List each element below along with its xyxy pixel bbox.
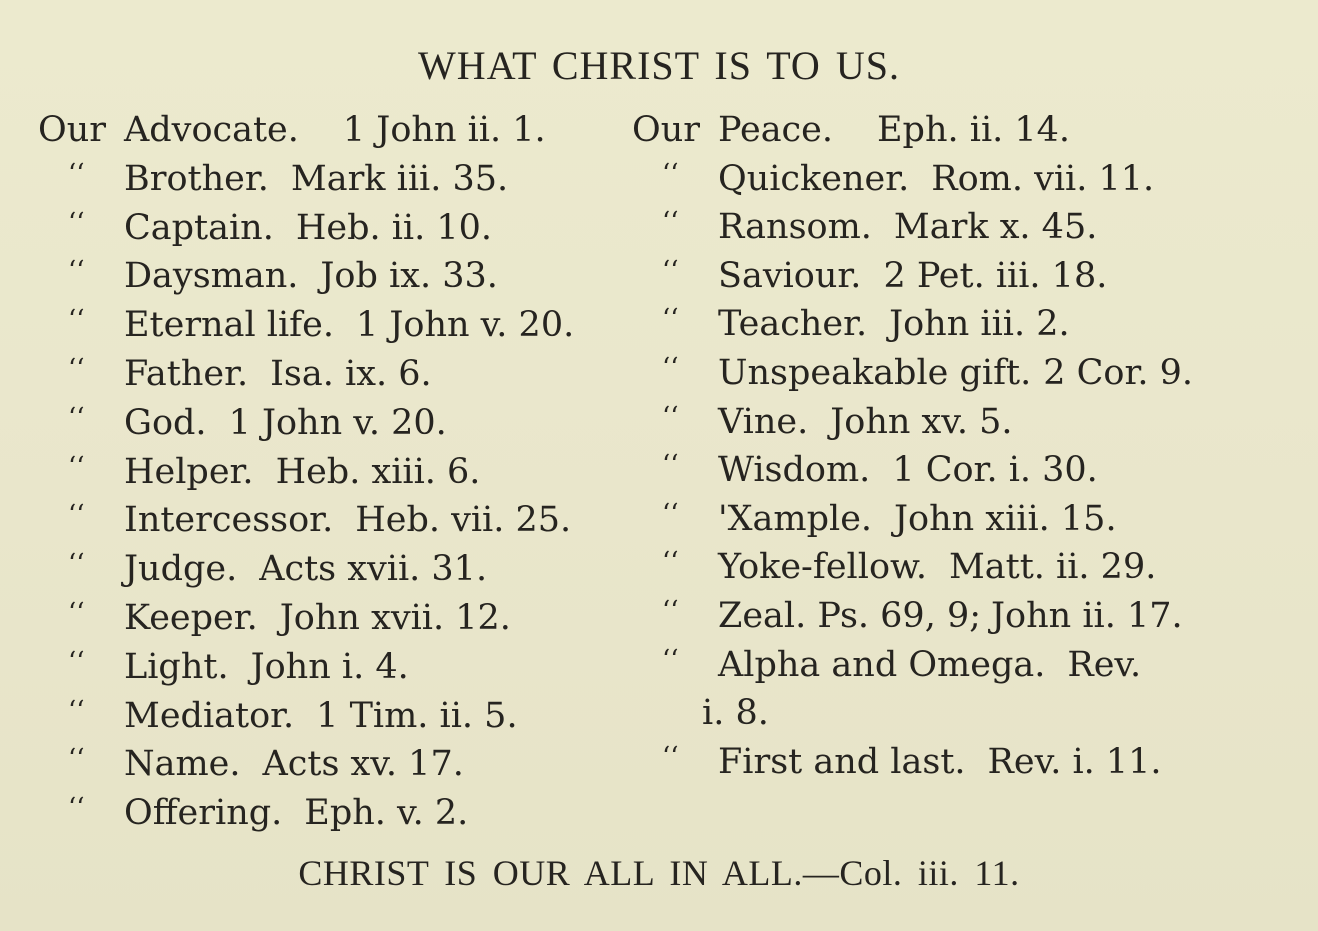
ditto-mark: ‘‘ xyxy=(662,158,679,189)
list-item-reference: Rev. xyxy=(1067,644,1142,685)
list-item-reference: 1 John v. 20. xyxy=(355,305,575,346)
list-item xyxy=(632,110,1232,159)
left-column xyxy=(38,110,618,842)
list-item xyxy=(632,596,1232,645)
list-item-reference: Rom. vii. 11. xyxy=(931,158,1155,199)
list-item xyxy=(38,403,618,452)
list-item-reference: 1 John ii. 1. xyxy=(342,110,546,150)
right-column xyxy=(632,110,1232,790)
list-item-name: Vine. xyxy=(718,401,809,442)
list-item-reference: Eph. ii. 14. xyxy=(877,110,1071,150)
ditto-mark: ‘‘ xyxy=(662,595,679,626)
list-item-reference: 2 Pet. iii. 18. xyxy=(883,255,1108,296)
list-item xyxy=(38,208,618,257)
list-item-reference: Mark x. 45. xyxy=(893,207,1098,248)
list-item-reference: John iii. 2. xyxy=(889,304,1070,345)
list-item xyxy=(632,645,1232,694)
list-item-name: Eternal life. xyxy=(124,305,334,346)
ditto-mark: ‘‘ xyxy=(662,255,679,286)
list-item xyxy=(38,598,618,647)
ditto-mark: ‘‘ xyxy=(68,500,85,531)
list-item xyxy=(632,402,1232,451)
ditto-mark: ‘‘ xyxy=(68,158,85,189)
list-item-reference: Isa. ix. 6. xyxy=(270,353,432,394)
list-item-name: Name. xyxy=(124,744,241,785)
ditto-mark: ‘‘ xyxy=(68,549,85,580)
ditto-mark: ‘‘ xyxy=(662,498,679,529)
list-item-name: Daysman. xyxy=(124,256,299,297)
list-item xyxy=(632,256,1232,305)
list-item-reference: 1 Tim. ii. 5. xyxy=(316,695,518,736)
list-item-reference: John xvii. 12. xyxy=(279,597,511,638)
list-item-name: Ransom. xyxy=(718,207,872,248)
list-item-name: Wisdom. xyxy=(718,450,871,491)
list-item-reference: John xv. 5. xyxy=(830,401,1013,442)
list-item xyxy=(38,793,618,842)
footer-text: CHRIST IS OUR ALL IN ALL.—Col. iii. 11. xyxy=(298,853,1020,893)
list-item-name: Yoke-fellow. xyxy=(718,547,927,588)
list-item-name: Keeper. xyxy=(124,597,258,638)
list-item xyxy=(38,452,618,501)
list-item xyxy=(38,500,618,549)
list-item xyxy=(632,159,1232,208)
ditto-mark: ‘‘ xyxy=(68,695,85,726)
list-item xyxy=(38,159,618,208)
list-item-reference: Heb. vii. 25. xyxy=(355,500,572,541)
list-item xyxy=(38,256,618,305)
list-item xyxy=(38,744,618,793)
list-item-name: Advocate. xyxy=(124,110,299,150)
page-title: WHAT CHRIST IS TO US. xyxy=(418,43,900,88)
list-item-reference: 1 John v. 20. xyxy=(228,402,447,443)
ditto-mark: ‘‘ xyxy=(662,547,679,578)
list-item-name: Unspeakable gift. xyxy=(718,352,1032,393)
list-item-name: Helper. xyxy=(124,451,254,492)
ditto-mark: ‘‘ xyxy=(662,741,679,772)
list-item xyxy=(632,353,1232,402)
list-item-name: Alpha and Omega. xyxy=(718,644,1046,685)
ditto-mark: ‘‘ xyxy=(68,597,85,628)
list-item xyxy=(632,207,1232,256)
list-item-reference: 2 Cor. 9. xyxy=(1043,352,1194,393)
list-item-reference: Rev. i. 11. xyxy=(987,741,1162,782)
list-item-reference: i. 8. xyxy=(702,693,769,734)
ditto-mark: ‘‘ xyxy=(662,352,679,383)
list-item-continuation xyxy=(632,693,1232,742)
list-item-reference: Matt. ii. 29. xyxy=(948,547,1157,588)
list-item-name: Father. xyxy=(124,353,249,394)
list-item-reference: John xiii. 15. xyxy=(894,498,1117,539)
list-item-name: Peace. xyxy=(718,110,833,150)
list-item xyxy=(38,549,618,598)
ditto-mark: ‘‘ xyxy=(68,305,85,336)
list-item-name: Quickener. xyxy=(718,158,910,199)
list-item-name: Judge. xyxy=(124,549,238,590)
ditto-mark: ‘‘ xyxy=(662,644,679,675)
list-item xyxy=(632,547,1232,596)
ditto-mark: ‘‘ xyxy=(662,450,679,481)
list-item-name: First and last. xyxy=(718,741,966,782)
list-item xyxy=(632,499,1232,548)
ditto-mark: ‘‘ xyxy=(68,353,85,384)
list-item-reference: John ii. 17. xyxy=(991,595,1183,636)
list-item-name: Light. xyxy=(124,646,229,687)
list-item-name: Saviour. xyxy=(718,255,862,296)
list-item xyxy=(38,647,618,696)
list-item xyxy=(632,304,1232,353)
list-item-reference: Eph. v. 2. xyxy=(304,793,469,834)
list-item-name: 'Xample. xyxy=(718,498,873,539)
list-item-reference: Job ix. 33. xyxy=(320,256,498,297)
list-item-reference: Heb. ii. 10. xyxy=(295,207,493,248)
list-item xyxy=(38,696,618,745)
ditto-mark: ‘‘ xyxy=(68,744,85,775)
ditto-mark: ‘‘ xyxy=(68,451,85,482)
list-item-name: Captain. xyxy=(124,207,274,248)
list-item-name: Mediator. xyxy=(124,695,295,736)
ditto-mark: ‘‘ xyxy=(68,402,85,433)
list-item-name: Brother. xyxy=(124,158,269,199)
ditto-mark: ‘‘ xyxy=(68,646,85,677)
list-item-name: Intercessor. xyxy=(124,500,334,541)
list-item xyxy=(38,110,618,159)
ditto-mark: ‘‘ xyxy=(662,401,679,432)
list-item-reference: 1 Cor. i. 30. xyxy=(892,450,1098,491)
list-item xyxy=(632,742,1232,791)
list-item xyxy=(38,305,618,354)
list-item xyxy=(38,354,618,403)
list-item xyxy=(632,450,1232,499)
list-item-name: Offering. xyxy=(124,793,283,834)
ditto-mark: ‘‘ xyxy=(662,304,679,335)
list-item-name: God. xyxy=(124,402,207,443)
ditto-mark: ‘‘ xyxy=(68,207,85,238)
ditto-mark: ‘‘ xyxy=(662,207,679,238)
ditto-mark: ‘‘ xyxy=(68,256,85,287)
ditto-mark: ‘‘ xyxy=(68,793,85,824)
list-item-lead: Our xyxy=(38,110,106,150)
list-item-name: Zeal. Ps. 69, 9; xyxy=(718,595,982,636)
list-item-reference: Heb. xiii. 6. xyxy=(275,451,481,492)
list-item-reference: John i. 4. xyxy=(250,646,409,687)
list-item-lead: Our xyxy=(632,110,700,150)
list-item-reference: Acts xvii. 31. xyxy=(259,549,488,590)
list-item-reference: Acts xv. 17. xyxy=(262,744,464,785)
list-item-reference: Mark iii. 35. xyxy=(290,158,509,199)
list-item-name: Teacher. xyxy=(718,304,868,345)
